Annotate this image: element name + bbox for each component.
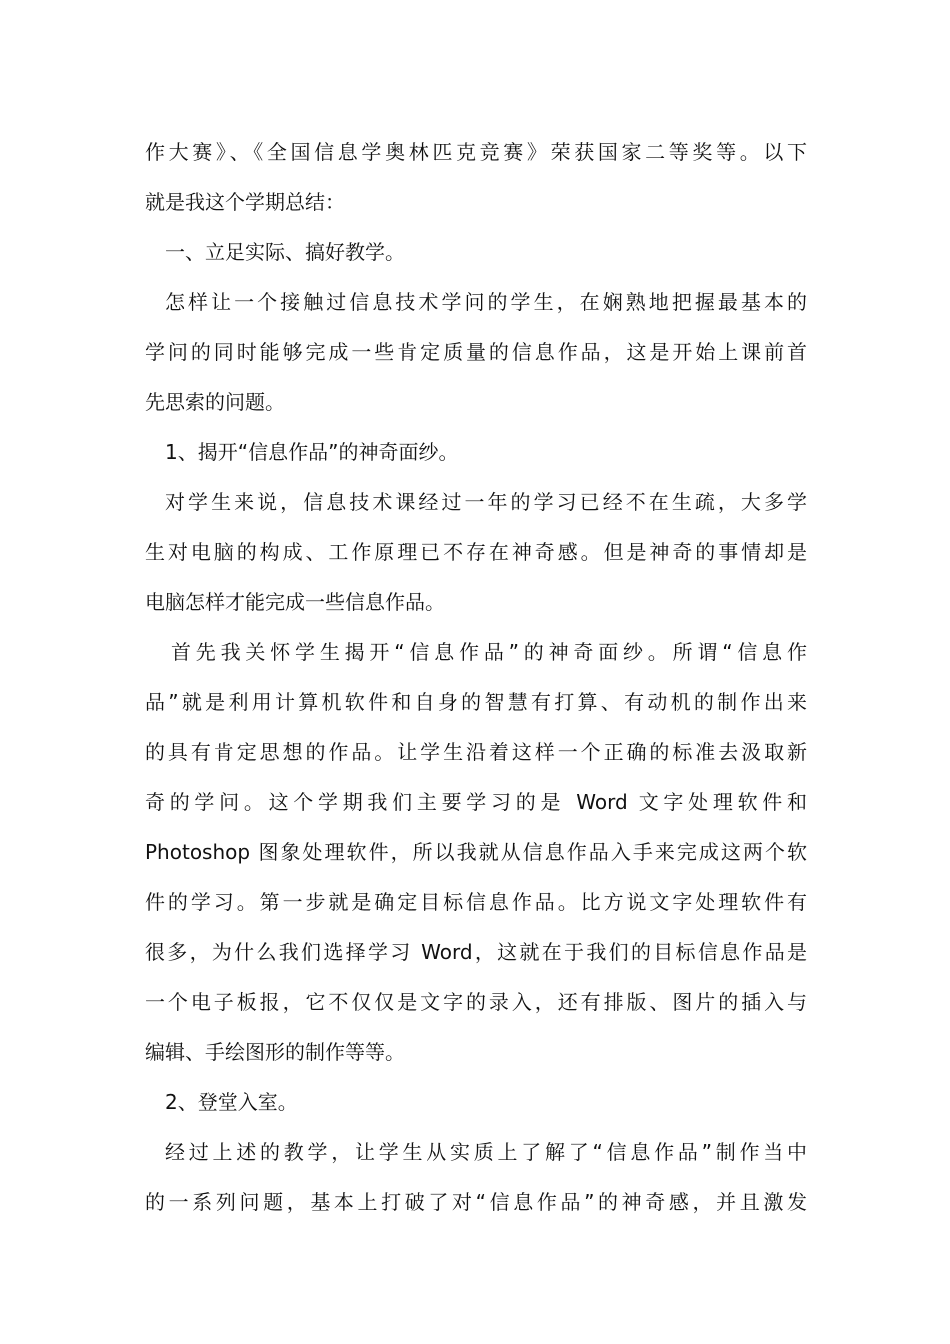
text-line: 生对电脑的构成、工作原理已不存在神奇感。但是神奇的事情却是 bbox=[145, 540, 807, 564]
text-line: 的具有肯定思想的作品。让学生沿着这样一个正确的标准去汲取新 bbox=[145, 740, 807, 764]
text-line: 件的学习。第一步就是确定目标信息作品。比方说文字处理软件有 bbox=[145, 890, 807, 914]
text-line: 很多，为什么我们选择学习 Word，这就在于我们的目标信息作品是 bbox=[145, 940, 807, 964]
text-line: 品”就是利用计算机软件和自身的智慧有打算、有动机的制作出来 bbox=[145, 690, 807, 714]
text-line: 先思索的问题。 bbox=[145, 390, 285, 414]
document-body bbox=[145, 127, 807, 1227]
text-line: 学问的同时能够完成一些肯定质量的信息作品，这是开始上课前首 bbox=[145, 340, 807, 364]
text-line: 一个电子板报，它不仅仅是文字的录入，还有排版、图片的插入与 bbox=[145, 990, 807, 1014]
subsection-heading: 2、登堂入室。 bbox=[165, 1090, 298, 1114]
text-line: 经过上述的教学，让学生从实质上了解了“信息作品”制作当中 bbox=[165, 1140, 807, 1164]
text-line: 的一系列问题，基本上打破了对“信息作品”的神奇感，并且激发 bbox=[145, 1190, 807, 1214]
text-line: 奇的学问。这个学期我们主要学习的是 Word 文字处理软件和 bbox=[145, 790, 807, 814]
text-line: 对学生来说，信息技术课经过一年的学习已经不在生疏，大多学 bbox=[165, 490, 807, 514]
text-line: 作大赛》、《全国信息学奥林匹克竞赛》荣获国家二等奖等。以下 bbox=[145, 140, 807, 164]
section-heading: 一、立足实际、搞好教学。 bbox=[165, 240, 405, 264]
text-line: 怎样让一个接触过信息技术学问的学生，在娴熟地把握最基本的 bbox=[165, 290, 807, 314]
text-line: 就是我这个学期总结： bbox=[145, 190, 345, 214]
text-line: 首先我关怀学生揭开“信息作品”的神奇面纱。所谓“信息作 bbox=[171, 640, 807, 664]
subsection-heading: 1、揭开“信息作品”的神奇面纱。 bbox=[165, 440, 459, 464]
text-line: 编辑、手绘图形的制作等等。 bbox=[145, 1040, 405, 1064]
text-line: 电脑怎样才能完成一些信息作品。 bbox=[145, 590, 445, 614]
text-line: Photoshop 图象处理软件，所以我就从信息作品入手来完成这两个软 bbox=[145, 840, 807, 864]
